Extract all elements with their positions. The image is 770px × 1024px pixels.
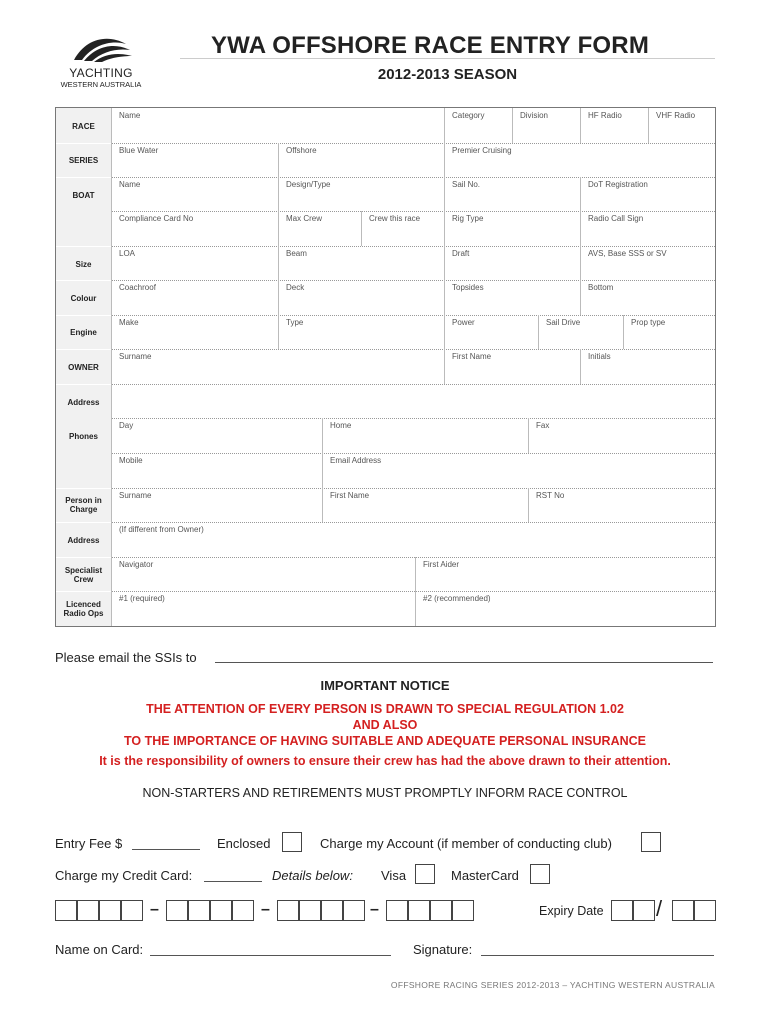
field-engine-type[interactable]: Type: [278, 315, 444, 349]
signature-field[interactable]: [481, 955, 714, 956]
notice-heading: IMPORTANT NOTICE: [320, 678, 450, 693]
charge-card-label: Charge my Credit Card:: [55, 868, 193, 883]
field-owner-first-name[interactable]: First Name: [444, 349, 580, 384]
mastercard-label: MasterCard: [451, 868, 519, 883]
title-divider: [180, 58, 715, 59]
entry-grid: [55, 107, 716, 627]
expiry-digit-box[interactable]: [694, 900, 716, 921]
email-ssi-field[interactable]: [215, 662, 713, 663]
field-pic-address[interactable]: (If different from Owner): [111, 522, 715, 557]
label-specialist-crew: Specialist Crew: [64, 566, 103, 584]
card-digit-box[interactable]: [77, 900, 99, 921]
field-owner-surname[interactable]: Surname: [111, 349, 444, 384]
card-digit-box[interactable]: [386, 900, 408, 921]
field-offshore[interactable]: Offshore: [278, 143, 444, 177]
non-starters-notice: NON-STARTERS AND RETIREMENTS MUST PROMPTLY INFORM RACE CONTROL: [142, 786, 628, 800]
field-category[interactable]: Category: [444, 108, 512, 143]
ywa-logo: [56, 30, 146, 90]
card-digit-box[interactable]: [408, 900, 430, 921]
card-digit-box[interactable]: [430, 900, 452, 921]
expiry-date-label: Expiry Date: [539, 904, 604, 918]
field-radio-op-2[interactable]: #2 (recommended): [415, 591, 715, 626]
field-owner-address[interactable]: [111, 384, 715, 418]
card-separator: –: [261, 901, 270, 918]
field-phone-home[interactable]: Home: [322, 418, 528, 453]
card-digit-box[interactable]: [188, 900, 210, 921]
field-division[interactable]: Division: [512, 108, 580, 143]
label-size: Size: [75, 260, 92, 269]
card-digit-box[interactable]: [99, 900, 121, 921]
season-title: 2012-2013 SEASON: [377, 66, 518, 83]
field-race-name[interactable]: Name: [111, 108, 444, 143]
notice-line-1: THE ATTENTION OF EVERY PERSON IS DRAWN TO SPECIAL REGULATION 1.02: [146, 702, 624, 716]
visa-label: Visa: [381, 868, 407, 883]
card-digit-box[interactable]: [166, 900, 188, 921]
footer-text: OFFSHORE RACING SERIES 2012-2013 – YACHTING WESTERN AUSTRALIA: [390, 980, 715, 990]
card-digit-box[interactable]: [121, 900, 143, 921]
card-digit-box[interactable]: [321, 900, 343, 921]
field-boat-name[interactable]: Name: [111, 177, 278, 211]
field-bottom[interactable]: Bottom: [580, 280, 715, 315]
field-design-type[interactable]: Design/Type: [278, 177, 444, 211]
field-loa[interactable]: LOA: [111, 246, 278, 280]
email-ssi-label: Please email the SSIs to: [55, 650, 197, 665]
card-digit-box[interactable]: [232, 900, 254, 921]
field-hf-radio[interactable]: HF Radio: [580, 108, 648, 143]
logo-brand: YACHTING: [69, 66, 133, 80]
label-person-in-charge: Person in Charge: [65, 496, 102, 514]
form-title: YWA OFFSHORE RACE ENTRY FORM: [210, 32, 650, 59]
expiry-digit-box[interactable]: [633, 900, 655, 921]
field-phone-day[interactable]: Day: [111, 418, 322, 453]
field-dot-registration[interactable]: DoT Registration: [580, 177, 715, 211]
notice-line-3: TO THE IMPORTANCE OF HAVING SUITABLE AND ADEQUATE PERSONAL INSURANCE: [123, 734, 646, 748]
name-on-card-label: Name on Card:: [55, 942, 144, 957]
expiry-digit-box[interactable]: [672, 900, 694, 921]
field-crew-this-race[interactable]: Crew this race: [361, 211, 444, 246]
label-race: RACE: [72, 122, 95, 131]
field-radio-op-1[interactable]: #1 (required): [111, 591, 415, 626]
field-coachroof[interactable]: Coachroof: [111, 280, 278, 315]
field-make[interactable]: Make: [111, 315, 278, 349]
card-digit-box[interactable]: [452, 900, 474, 921]
field-sail-no[interactable]: Sail No.: [444, 177, 580, 211]
field-blue-water[interactable]: Blue Water: [111, 143, 278, 177]
field-avs[interactable]: AVS, Base SSS or SV: [580, 246, 715, 280]
card-digit-box[interactable]: [210, 900, 232, 921]
label-engine: Engine: [70, 328, 97, 337]
notice-line-4: It is the responsibility of owners to ensure their crew has had the above drawn to their attention.: [99, 754, 671, 768]
field-compliance-card-no[interactable]: Compliance Card No: [111, 211, 278, 246]
field-premier-cruising[interactable]: Premier Cruising: [444, 143, 715, 177]
label-address-pic: Address: [67, 536, 100, 545]
entry-fee-label: Entry Fee $: [55, 836, 123, 851]
enclosed-checkbox[interactable]: [282, 832, 302, 852]
expiry-slash: /: [656, 896, 663, 921]
field-rst-no[interactable]: RST No: [528, 488, 715, 522]
label-boat: BOAT: [72, 191, 95, 200]
name-on-card-field[interactable]: [150, 955, 391, 956]
card-separator: –: [150, 901, 159, 918]
card-digit-box[interactable]: [299, 900, 321, 921]
field-pic-surname[interactable]: Surname: [111, 488, 322, 522]
field-max-crew[interactable]: Max Crew: [278, 211, 361, 246]
field-prop-type[interactable]: Prop type: [623, 315, 715, 349]
field-power[interactable]: Power: [444, 315, 538, 349]
field-draft[interactable]: Draft: [444, 246, 580, 280]
card-digit-box[interactable]: [55, 900, 77, 921]
charge-account-label: Charge my Account (if member of conducting club): [320, 836, 612, 851]
field-pic-first-name[interactable]: First Name: [322, 488, 528, 522]
field-owner-initials[interactable]: Initials: [580, 349, 715, 384]
yacht-wave-logo-icon: [56, 30, 146, 66]
card-digit-box[interactable]: [343, 900, 365, 921]
card-separator: –: [370, 901, 379, 918]
label-owner: OWNER: [68, 363, 99, 372]
field-deck[interactable]: Deck: [278, 280, 444, 315]
field-rig-type[interactable]: Rig Type: [444, 211, 580, 246]
field-navigator[interactable]: Navigator: [111, 557, 415, 591]
field-fax[interactable]: Fax: [528, 418, 715, 453]
details-below-label: Details below:: [272, 868, 353, 883]
field-radio-call-sign[interactable]: Radio Call Sign: [580, 211, 715, 246]
charge-card-field[interactable]: [204, 881, 262, 882]
signature-label: Signature:: [413, 942, 473, 957]
field-beam[interactable]: Beam: [278, 246, 444, 280]
card-digit-box[interactable]: [277, 900, 299, 921]
logo-org: WESTERN AUSTRALIA: [60, 80, 142, 89]
visa-checkbox[interactable]: [415, 864, 435, 884]
notice-line-2: AND ALSO: [352, 718, 418, 732]
field-email-address[interactable]: Email Address: [322, 453, 715, 488]
enclosed-label: Enclosed: [217, 836, 271, 851]
mastercard-checkbox[interactable]: [530, 864, 550, 884]
label-colour: Colour: [70, 294, 97, 303]
field-mobile[interactable]: Mobile: [111, 453, 322, 488]
expiry-digit-box[interactable]: [611, 900, 633, 921]
label-address: Address: [67, 398, 100, 407]
field-sail-drive[interactable]: Sail Drive: [538, 315, 623, 349]
charge-account-checkbox[interactable]: [641, 832, 661, 852]
entry-fee-field[interactable]: [132, 849, 200, 850]
field-vhf-radio[interactable]: VHF Radio: [648, 108, 715, 143]
label-series: SERIES: [68, 156, 99, 165]
field-first-aider[interactable]: First Aider: [415, 557, 715, 591]
field-topsides[interactable]: Topsides: [444, 280, 580, 315]
label-phones: Phones: [69, 432, 98, 441]
label-licenced-radio-ops: Licenced Radio Ops: [63, 600, 104, 618]
